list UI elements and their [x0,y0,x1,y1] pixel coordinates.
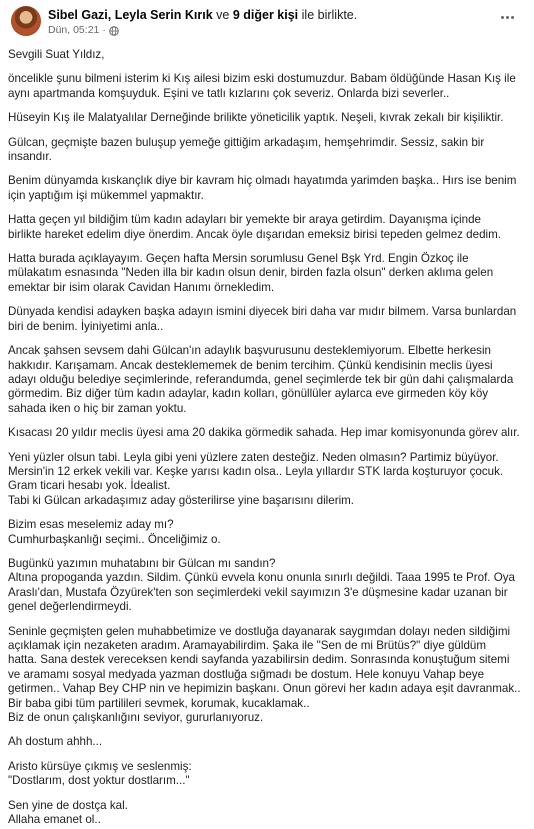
paragraph-line: Ancak şahsen sevsem dahi Gülcan'ın adaylık başvurusunu desteklemiyorum. Elbette herkesin [8,344,491,358]
paragraph-line: emektar bir isim olarak Cavidan Hanımı örnekledim. [8,280,275,294]
paragraph-line: Seninle geçmişten gelen muhabbetimize ve dostluğa dayanarak saygımdan dolayı neden sildiğimi [8,624,511,638]
post-paragraph [8,252,524,295]
paragraph-line: Mersin'in 12 erkek vekili var. Keşke yarısı kadın olsa.. Leyla yıllardır STK larda koşturuyor çocuk. [8,464,504,478]
paragraph-line: Cumhurbaşkanlığı seçimi.. Önceliğimiz o. [8,532,221,546]
post-paragraph [8,426,524,440]
paragraph-line: Araslı'dan, Mustafa Özyürek'ten son seçimlerdeki vekil sayımızın 3'e düşmesine kadar uzanan bir [8,585,508,599]
post-paragraph [8,625,524,726]
more-options-icon[interactable] [496,10,518,24]
paragraph-line: öncelikle şunu bilmeni isterim ki Kış ailesi bizim eski dostumuzdur. Babam öldüğünde Hasan Kış ile [8,72,516,86]
paragraph-line: sahada iken o hiç bir zaman yoktu. [8,401,187,415]
paragraph-line: mülakatım esnasında "Neden illa bir kadın olsun denir, birden fazla olsun" derken aklıma gelen [8,266,494,280]
post-header [6,0,526,42]
paragraph-line: açıklamak için nezaketen aradım. Aramayabilirdim. Şaka ile "Sen de mi Brütüs?" diye güldüm [8,639,486,652]
paragraph-line: getirmen.. Vahap Bey CHP nin ve hepimizin başkanı. Onun görevi her kadın adaya eşit davranmak.. [8,682,521,696]
paragraph-line: Tabi ki Gülcan arkadaşımız aday gösterilirse yine başarısını dilerim. [8,493,355,507]
paragraph-line: genel değerlendirmeydi. [8,600,132,614]
paragraph-line: Dünyada kendisi adayken başka adayın ismini diyecek biri daha var mıdır bilmem. Varsa bunlardan [8,305,517,319]
paragraph-line: Kısacası 20 yıldır meclis üyesi ama 20 dakika görmedik sahada. Hep imar komisyonunda görev alır. [8,426,520,440]
paragraph-line: Yeni yüzler olsun tabi. Leyla gibi yeni yüzlere zaten desteğiz. Neden olmasın? Partimiz büyüyor. [8,450,499,464]
post-paragraph [8,111,524,125]
with-suffix-text: ile birlikte. [301,8,358,22]
paragraph-line: Sevgili Suat Yıldız, [8,48,105,61]
paragraph-line: Gülcan, geçmişte bazen buluşup yemeğe gittiğim arkadaşım, hemşehrimdir. Sessiz, sakin bir [8,135,485,149]
post-paragraph [8,557,524,615]
paragraph-line: aynı apartmanda komşuyduk. Eşini ve tatlı kızlarını çok severiz. Onlarda bizi severler.. [8,86,450,100]
post-paragraph [8,48,524,62]
globe-icon[interactable] [109,26,119,36]
paragraph-line: birlikte hareket edelim diye önerdim. Ancak öyle dışarıdan emeksiz birisi tepeden gelmez dedim. [8,227,501,241]
tagged-person-link[interactable]: Leyla Serin Kırık [114,8,213,22]
paragraph-line: "Dostlarım, dost yoktur dostlarım..." [8,774,190,788]
paragraph-line: Aristo kürsüye çıkmış ve seslenmiş: [8,759,192,773]
post-paragraph [8,136,524,165]
paragraph-line: Hüseyin Kış ile Malatyalılar Derneğinde brilikte yöneticilik yaptık. Neşeli, kıvrak zekalı bir kişiliktir. [8,111,504,125]
paragraph-line: insandır. [8,150,52,164]
paragraph-line: hatta. Sana destek vereceksen kendi sayfanda yazabilirsin dedim. Sonrasında konuştuğum sitemi [8,653,510,667]
paragraph-line: Bugünkü yazımın muhatabını bir Gülcan mı sandın? [8,556,276,570]
paragraph-line: biri de benim. İyiniyetimi anla.. [8,319,164,333]
paragraph-line: ve aramamı sosyal medyada yazman dostluğa sığmadı be dostum. Hele konuyu Vahap beye [8,667,485,681]
paragraph-line: Hatta geçen yıl bildiğim tüm kadın adayları bir yemekte bir araya getirdim. Dayanışma içinde [8,213,481,227]
paragraph-line: Bizim esas meselemiz aday mı? [8,518,174,532]
post-body [6,42,526,827]
post-timestamp[interactable]: Dün, 05:21 [48,24,100,36]
paragraph-line: Sen yine de dostça kal. [8,798,128,812]
post-paragraph [8,213,524,242]
others-link[interactable]: 9 diğer kişi [232,8,299,22]
paragraph-line: Ah dostum ahhh... [8,735,103,749]
post-title-line: Sibel Gazi, Leyla Serin Kırık ve 9 diğer kişi ile birlikte. [48,8,358,22]
post-paragraph [8,174,524,203]
paragraph-line: Benim dünyamda kıskançlık diye bir kavram hiç olmadı hayatımda yarimden başka.. Hırs ise benim [8,174,517,188]
paragraph-line: adayı olduğu belediye seçimlerinde, referandumda, genel seçimlerde tek bir gün dahi çalışmalarda [8,372,514,386]
author-avatar[interactable] [11,6,41,36]
paragraph-line: Gram ticari hesabı yok. İdealist. [8,479,171,493]
post-paragraph [8,735,524,749]
post-paragraph [8,344,524,416]
post-meta [48,24,119,37]
post-paragraph [8,72,524,101]
post-paragraph [8,799,524,828]
paragraph-line: Bir baba gibi tüm partilileri sevmek, korumak, kucaklamak.. [8,696,310,710]
paragraph-line: Biz de onun çalışkanlığını seviyor, gururlanıyoruz. [8,711,264,725]
post-paragraph [8,451,524,509]
post-paragraph [8,305,524,334]
author-name-link[interactable]: Sibel Gazi [48,8,108,22]
connector-text: ve [216,8,230,22]
paragraph-line: için yaptığım işi mükemmel yapmaktır. [8,188,204,202]
post-paragraph [8,760,524,789]
post-paragraph [8,518,524,547]
paragraph-line: Allaha emanet ol.. [8,813,101,827]
paragraph-line: Hatta burada açıklayayım. Geçen hafta Mersin sorumlusu Genel Bşk Yrd. Engin Özkoç ile [8,252,469,266]
meta-separator: · [102,24,106,36]
paragraph-line: hakkıdır. Karışamam. Ancak desteklememek de benim tercihim. Çünkü kendisinin meclis üyesi [8,358,493,372]
paragraph-line: görmedim. Biz diğer tüm kadın adaylar, kadın kolları, gönüllüler aylarca eve girmeden köy köy [8,387,489,401]
paragraph-line: Altına propoganda yazdın. Sildim. Çünkü evvela konu onunla sınırlı değildi. Taaa 1995 te Prof. Oya [8,571,516,585]
